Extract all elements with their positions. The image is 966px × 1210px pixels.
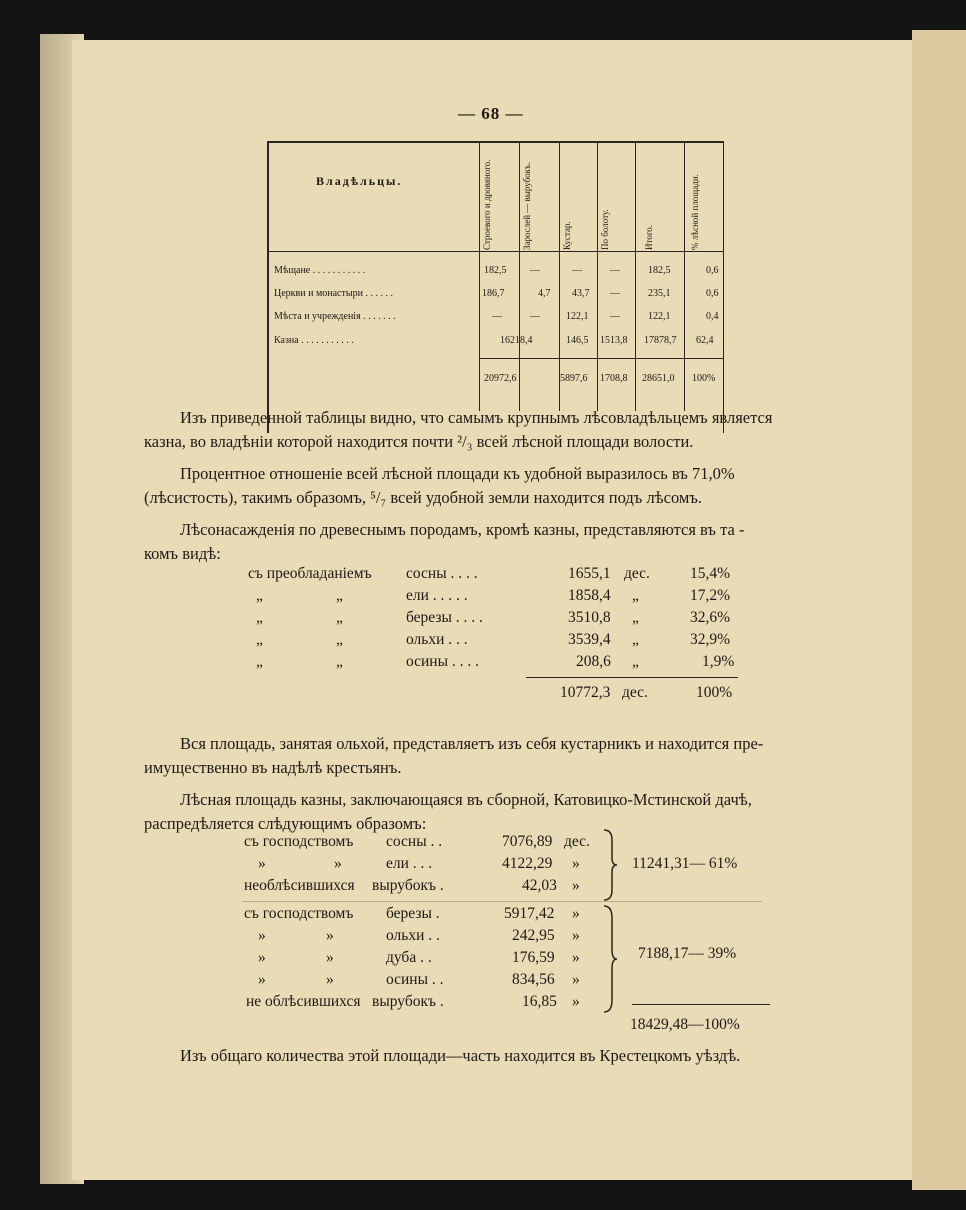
conifer-group-sum: 11241,31— 61% [632,855,738,872]
deciduous-group-sum: 7188,17— 39% [638,945,737,962]
paragraph-1-line-2: казна, во владѣніи которой находится почти ²/₃ всей лѣсной площади волости. [144,432,694,451]
paragraph-3-line-2: комъ видѣ: [144,544,221,563]
paragraph-1-line-1: Изъ приведенной таблицы видно, что самымъ крупнымъ лѣсовладѣльцемъ является [180,408,773,427]
brace-icon [602,828,618,902]
col-header-timber: Строевого и дровяного. [482,159,492,250]
brace-icon [602,904,618,1014]
col-header-swamp: По болоту. [600,209,610,250]
grand-total: 18429,48—100% [630,1016,740,1033]
facing-page-edge [912,30,966,1190]
paragraph-4-line-1: Вся площадь, занятая ольхой, представляетъ изъ себя кустарникъ и находится пре- [180,734,764,753]
owners-header: Владѣльцы. [316,174,403,188]
book-page: — 68 — Владѣльцы. Строевого и дровяного. Зарослей — вырубокъ. Кустар. По болоту. Итого. % лѣсной площади. Мѣщане . . . . . . . . . . . 182,5 — — — 182,5 0,6 Церкви и монастыри . . . . . . 186,7 4,7 43,7 — 235,1 0,6 Мѣста и учрежденія . . . . . . . — — 122,1 — 122,1 0,4 Казна . . . . . . . . . . . 16218,4 146,5 1513,8 17878,7 62,4 20972,6 5897,6 1708,8 28651,0 100% Изъ приведенной таблицы видно, что самымъ крупнымъ лѣсовладѣльцемъ является казна, во владѣніи которой находится почти ²/₃ всей лѣсной площади волости. Процентное отношеніе всей лѣсной площади къ удобной выразилось въ 71,0% (лѣсистость), такимъ образомъ, ⁵/₇ всей удобной земли находится подъ лѣсомъ. Лѣсонасажденія по древеснымъ породамъ, кромѣ казны, представляются въ та - комъ видѣ: съ преобладаніемъ сосны . . . . 1655,1 дес. 15,4% „ „ ели . . . . . 1858,4 „ 17,2% „ „ березы . . . . 3510,8 „ 32,6% „ „ ольхи . . . 3539,4 „ 32,9% „ „ осины . . . . 208,6 „ 1,9% 10772,3 дес. 100% Вся площадь, занятая ольхой, представляетъ изъ себя кустарникъ и находится пре- имущественно въ надѣлѣ крестьянъ. Лѣсная площадь казны, заключающаяся въ сборной, Катовицко-Мстинской дачѣ, распредѣляется слѣдующимъ образомъ: съ господствомъ сосны . . 7076,89 дес. » » ели . . . 4122,29 » необлѣсившихся вырубокъ . 42,03 » 11241,31— 61% съ господствомъ березы . 5917,42 » » » ольхи . . 242,95 » » » дуба . . 176,59 » » » осины . . 834,56 » не облѣсившихся вырубокъ . 16,85 » 7188,17— 39% 18429,48—100% Изъ общаго количества этой площади—часть находится въ Крестецкомъ уѣздѣ. [72,40,912,1180]
col-header-total: Итого. [644,224,654,250]
page-number: — 68 — [458,104,524,123]
col-header-shrub: Кустар. [562,221,572,250]
paragraph-5-line-2: распредѣляется слѣдующимъ образомъ: [144,814,427,833]
paragraph-3-line-1: Лѣсонасажденія по древеснымъ породамъ, кромѣ казны, представляются въ та - [180,520,745,539]
paragraph-2-line-1: Процентное отношеніе всей лѣсной площади къ удобной выразилось въ 71,0% [180,464,735,483]
paragraph-4-line-2: имущественно въ надѣлѣ крестьянъ. [144,758,402,777]
paragraph-6: Изъ общаго количества этой площади—часть находится въ Крестецкомъ уѣздѣ. [180,1046,741,1065]
col-header-percent: % лѣсной площади. [690,174,700,250]
paragraph-5-line-1: Лѣсная площадь казны, заключающаяся въ сборной, Катовицко-Мстинской дачѣ, [180,790,752,809]
paragraph-2-line-2: (лѣсистость), такимъ образомъ, ⁵/₇ всей удобной земли находится подъ лѣсомъ. [144,488,703,507]
col-header-thickets: Зарослей — вырубокъ. [522,162,532,250]
